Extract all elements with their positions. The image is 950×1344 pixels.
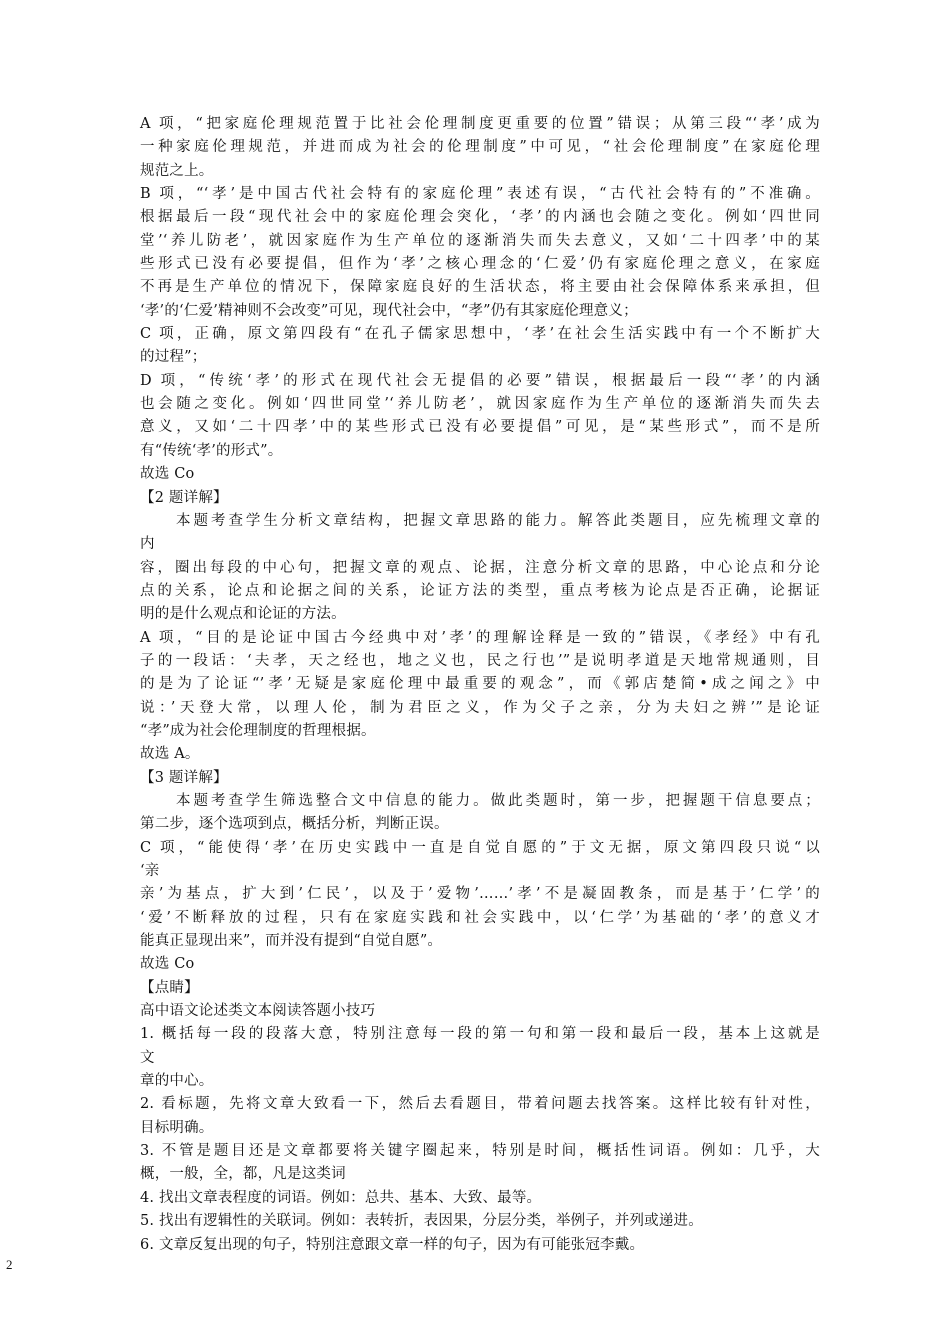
text-line: D 项，“传统‘孝’的形式在现代社会无提倡的必要”错误，根据最后一段“‘孝’的内涵: [140, 372, 820, 389]
text-line: B 项，“‘孝’是中国古代社会特有的家庭伦理”表述有误，“古代社会特有的”不准确。: [140, 186, 820, 203]
text-line: 亲’为基点，扩大到’仁民’，以及于’爱物’……’孝’不是凝固教条，而是基于’仁学’的: [140, 886, 820, 903]
text-line: 能真正显现出来”，而并没有提到“自觉自愿”。: [140, 933, 443, 950]
text-line: 堂’‘养儿防老’，就因家庭作为生产单位的逐渐消失而失去意义，又如‘二十四孝’中的某: [140, 232, 820, 249]
text-line: 高中语文论述类文本阅读答题小技巧: [140, 1003, 376, 1020]
text-line: 有“传统‘孝’的形式”。: [140, 442, 283, 459]
text-line: 1. 概括每一段的段落大意，特别注意每一段的第一句和第一段和最后一段，基本上这就是: [140, 1026, 820, 1043]
text-line: 故选 Co: [140, 466, 195, 483]
text-line: 文: [140, 1049, 155, 1066]
text-line: 容，圈出每段的中心句，把握文章的观点、论据，注意分析文章的思路，中心论点和分论: [140, 559, 820, 576]
text-line: “孝”成为社会伦理制度的哲理根据。: [140, 722, 376, 739]
text-line: 本题考查学生筛选整合文中信息的能力。做此类题时，第一步，把握题干信息要点；: [176, 792, 820, 809]
page-number: 2: [6, 1257, 13, 1272]
text-line: 【3 题详解】: [140, 769, 228, 786]
text-line: ‘孝’的‘仁爱’精神则不会改变”可见，现代社会中，“孝”仍有其家庭伦理意义；: [140, 302, 638, 319]
text-line: 根据最后一段“现代社会中的家庭伦理会突化，‘孝’的内涵也会随之变化。例如‘四世同: [140, 209, 820, 226]
text-line: 内: [140, 536, 155, 553]
text-line: A 项，“把家庭伦理规范置于比社会伦理制度更重要的位置”错误；从第三段“‘孝’成为: [140, 116, 820, 132]
text-line: 概，一般，全，都，凡是这类词: [140, 1166, 346, 1183]
text-line: 故选 A。: [140, 746, 200, 763]
document-body: [140, 113, 820, 1257]
text-line: ‘亲: [140, 863, 160, 879]
text-line: 一种家庭伦理规范，并进而成为社会的伦理制度”中可见，“社会伦理制度”在家庭伦理: [140, 139, 820, 156]
text-line: 【2 题详解】: [140, 489, 228, 506]
text-line: 章的中心。: [140, 1073, 214, 1090]
text-line: ‘爱’不断释放的过程，只有在家庭实践和社会实践中，以‘仁学’为基础的‘孝’的意义才: [140, 909, 820, 926]
text-line: 说：’天登大常，以理人伦，制为君臣之义，作为父子之亲，分为夫妇之辨’”是论证: [140, 699, 820, 716]
text-line: 3. 不管是题目还是文章都要将关键字圈起来，特别是时间，概括性词语。例如：几乎，大: [140, 1143, 820, 1160]
text-line: 本题考查学生分析文章结构，把握文章思路的能力。解答此类题目，应先梳理文章的: [176, 512, 820, 529]
text-line: 目标明确。: [140, 1119, 214, 1136]
text-line: 意义，又如‘二十四孝’中的某些形式已没有必要提倡”可见，是“某些形式”，而不是所: [140, 419, 820, 436]
text-line: 的是为了论证“’孝’无疑是家庭伦理中最重要的观念”，而《郭店楚简•成之闻之》中: [140, 676, 820, 693]
text-line: C 项，“能使得‘孝’在历史实践中一直是自觉自愿的”于文无据，原文第四段只说“以: [140, 839, 820, 856]
text-line: 故选 Co: [140, 956, 195, 973]
text-line: 点的关系，论点和论据之间的关系，论证方法的类型，重点考核为论点是否正确，论据证: [140, 582, 820, 599]
text-line: 规范之上。: [140, 162, 214, 179]
text-line: 不再是生产单位的情况下，保障家庭良好的生活状态，将主要由社会保障体系来承担，但: [140, 279, 820, 296]
text-line: 2. 看标题，先将文章大致看一下，然后去看题目，带着问题去找答案。这样比较有针对性，: [140, 1096, 820, 1113]
text-line: 4. 找出文章表程度的词语。例如：总共、基本、大致、最等。: [140, 1189, 542, 1206]
text-line: 些形式已没有必要提倡，但作为‘孝’之核心理念的‘仁爱’仍有家庭伦理之意义，在家庭: [140, 256, 820, 273]
text-line: 也会随之变化。例如‘四世同堂’‘养儿防老’，就因家庭作为生产单位的逐渐消失而失去: [140, 396, 820, 413]
text-line: C 项，正确，原文第四段有“在孔子儒家思想中，‘孝’在社会生活实践中有一个不断扩大: [140, 326, 820, 343]
text-line: A 项，“目的是论证中国古今经典中对’孝’的理解诠释是一致的”错误，《孝经》中有孔: [140, 629, 820, 646]
text-line: 【点睛】: [140, 979, 199, 996]
text-line: 第二步，逐个选项到点，概括分析，判断正误。: [140, 816, 449, 833]
text-line: 子的一段话：‘夫孝，天之经也，地之义也，民之行也’”是说明孝道是天地常规通则，目: [140, 652, 820, 669]
text-line: 5. 找出有逻辑性的关联词。例如：表转折，表因果，分层分类，举例子，并列或递进。: [140, 1213, 703, 1230]
text-line: 的过程”；: [140, 349, 207, 366]
text-line: 明的是什么观点和论证的方法。: [140, 606, 346, 623]
text-line: 6. 文章反复出现的句子，特别注意跟文章一样的句子，因为有可能张冠李戴。: [140, 1236, 645, 1253]
